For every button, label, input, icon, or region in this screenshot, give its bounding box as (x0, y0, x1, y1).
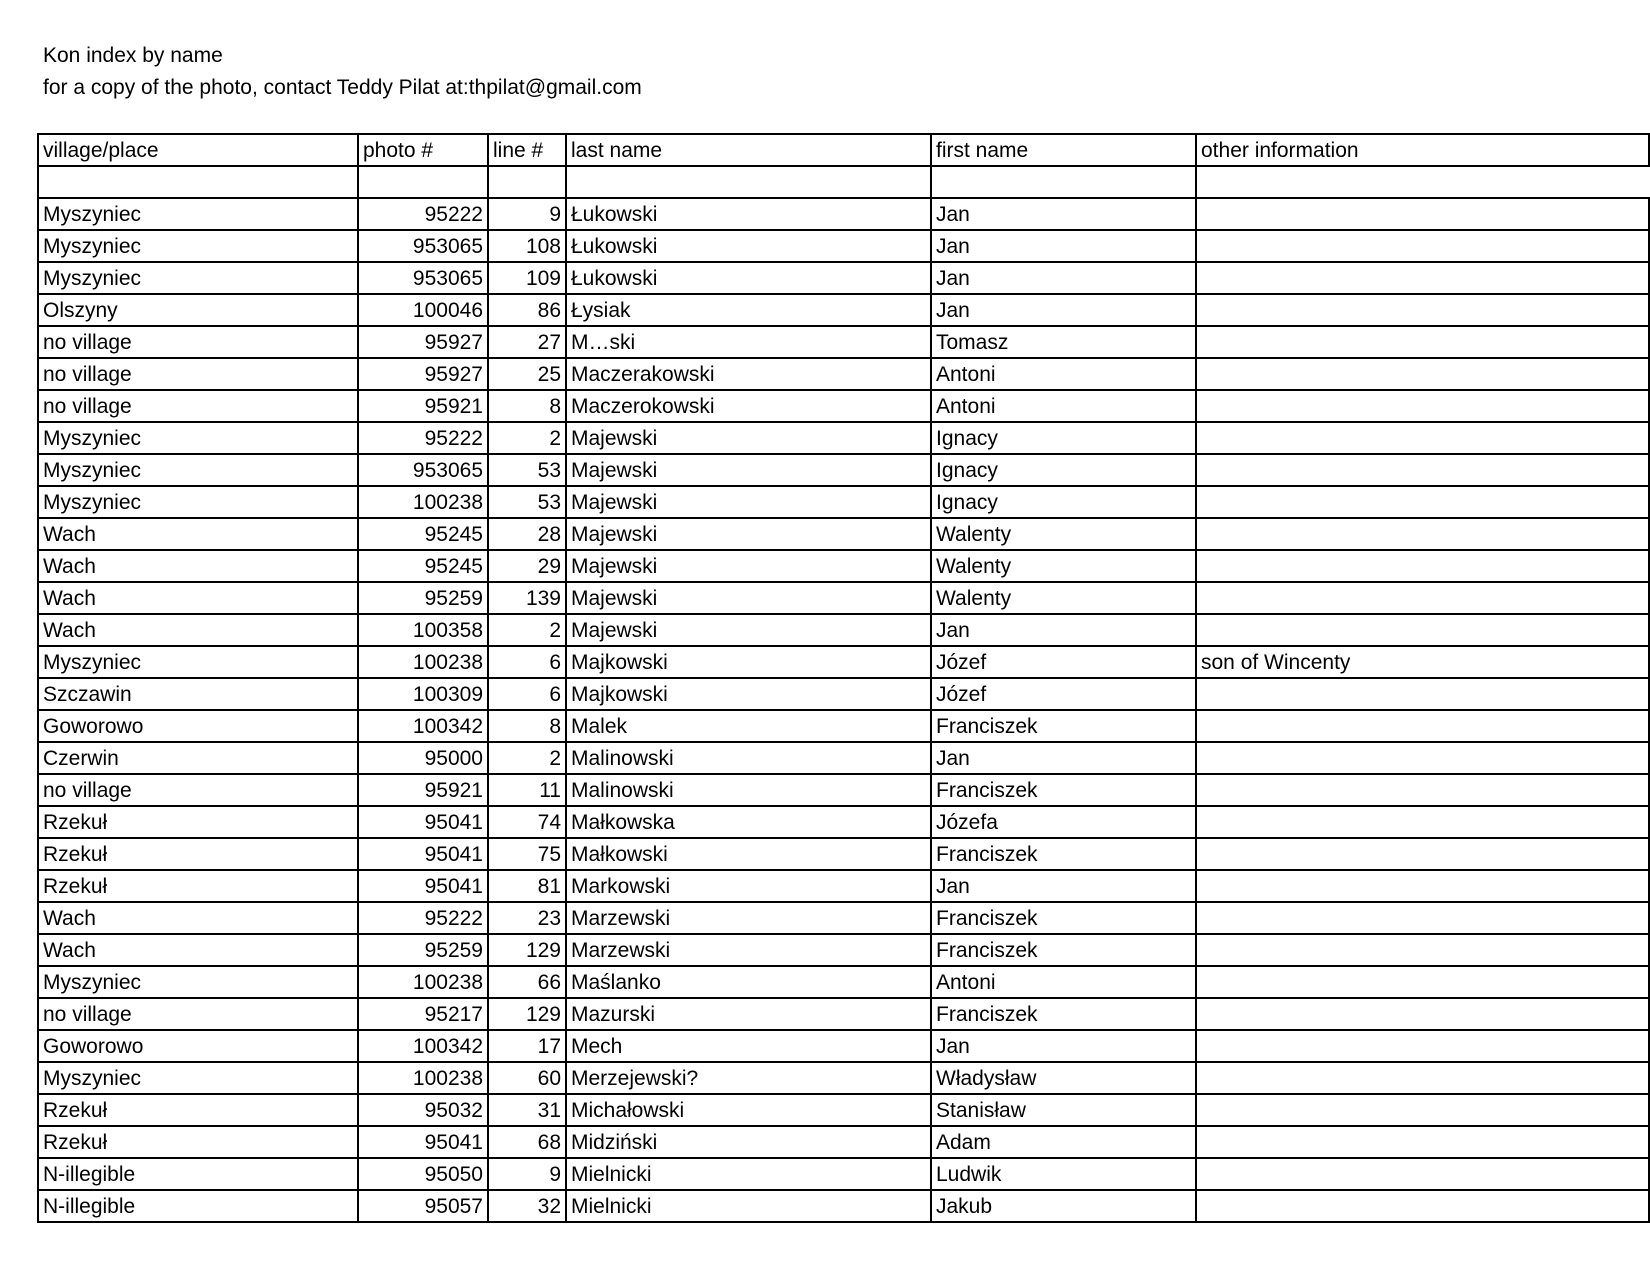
last-name-cell: Markowski (566, 870, 931, 902)
other-information-cell (1196, 870, 1649, 902)
last-name-cell: Malinowski (566, 774, 931, 806)
other-information-cell (1196, 1158, 1649, 1190)
village-cell: Rzekuł (38, 806, 358, 838)
photo-number-cell: 100238 (358, 966, 488, 998)
last-name-cell: Małkowska (566, 806, 931, 838)
village-cell: Myszyniec (38, 966, 358, 998)
line-number-cell: 25 (488, 358, 566, 390)
table-row (38, 934, 1649, 966)
table-row (38, 710, 1649, 742)
last-name-cell: Marzewski (566, 902, 931, 934)
other-information-cell (1196, 934, 1649, 966)
line-number-cell: 109 (488, 262, 566, 294)
line-number-cell: 9 (488, 198, 566, 230)
village-cell: no village (38, 326, 358, 358)
first-name-cell: Jan (931, 614, 1196, 646)
other-information-cell (1196, 358, 1649, 390)
first-name-cell: Jan (931, 870, 1196, 902)
line-number-cell: 6 (488, 646, 566, 678)
line-number-cell: 139 (488, 582, 566, 614)
blank-cell (566, 166, 931, 198)
table-row (38, 1126, 1649, 1158)
photo-number-cell: 100238 (358, 1062, 488, 1094)
table-row (38, 422, 1649, 454)
photo-number-cell: 95245 (358, 518, 488, 550)
last-name-cell: Mazurski (566, 998, 931, 1030)
last-name-cell: Mech (566, 1030, 931, 1062)
line-number-cell: 53 (488, 454, 566, 486)
village-cell: no village (38, 358, 358, 390)
photo-number-cell: 95032 (358, 1094, 488, 1126)
table-row (38, 838, 1649, 870)
other-information-cell (1196, 774, 1649, 806)
last-name-cell: Majewski (566, 422, 931, 454)
table-row (38, 646, 1649, 678)
line-number-cell: 74 (488, 806, 566, 838)
line-number-cell: 75 (488, 838, 566, 870)
table-row (38, 230, 1649, 262)
first-name-cell: Ignacy (931, 422, 1196, 454)
table-row (38, 1158, 1649, 1190)
photo-number-cell: 100342 (358, 710, 488, 742)
village-cell: Myszyniec (38, 454, 358, 486)
photo-number-cell: 100238 (358, 646, 488, 678)
table-row (38, 358, 1649, 390)
last-name-cell: Malek (566, 710, 931, 742)
other-information-cell (1196, 294, 1649, 326)
photo-number-cell: 95217 (358, 998, 488, 1030)
column-header-village: village/place (38, 134, 358, 166)
table-row (38, 678, 1649, 710)
photo-number-cell: 95927 (358, 326, 488, 358)
first-name-cell: Tomasz (931, 326, 1196, 358)
other-information-cell (1196, 678, 1649, 710)
last-name-cell: Maślanko (566, 966, 931, 998)
line-number-cell: 8 (488, 710, 566, 742)
table-row (38, 614, 1649, 646)
photo-number-cell: 95259 (358, 934, 488, 966)
last-name-cell: Midziński (566, 1126, 931, 1158)
photo-number-cell: 95057 (358, 1190, 488, 1222)
photo-number-cell: 100046 (358, 294, 488, 326)
table-row (38, 262, 1649, 294)
header-row (38, 134, 1649, 166)
document-header (43, 40, 642, 104)
photo-number-cell: 95245 (358, 550, 488, 582)
other-information-cell (1196, 486, 1649, 518)
photo-number-cell: 953065 (358, 230, 488, 262)
photo-number-cell: 953065 (358, 262, 488, 294)
photo-number-cell: 100342 (358, 1030, 488, 1062)
village-cell: Myszyniec (38, 646, 358, 678)
first-name-cell: Walenty (931, 550, 1196, 582)
photo-number-cell: 95921 (358, 774, 488, 806)
other-information-cell (1196, 262, 1649, 294)
village-cell: no village (38, 390, 358, 422)
last-name-cell: Marzewski (566, 934, 931, 966)
first-name-cell: Jan (931, 742, 1196, 774)
last-name-cell: Maczerakowski (566, 358, 931, 390)
name-index-table (37, 133, 1650, 1223)
last-name-cell: Majewski (566, 454, 931, 486)
last-name-cell: Majewski (566, 518, 931, 550)
village-cell: N-illegible (38, 1158, 358, 1190)
last-name-cell: Mielnicki (566, 1158, 931, 1190)
village-cell: Goworowo (38, 1030, 358, 1062)
line-number-cell: 29 (488, 550, 566, 582)
village-cell: Olszyny (38, 294, 358, 326)
last-name-cell: Majkowski (566, 678, 931, 710)
last-name-cell: Majewski (566, 582, 931, 614)
other-information-cell (1196, 198, 1649, 230)
document-title: Kon index by name (43, 44, 223, 67)
photo-number-cell: 95259 (358, 582, 488, 614)
table-row (38, 806, 1649, 838)
other-information-cell (1196, 1126, 1649, 1158)
last-name-cell: Małkowski (566, 838, 931, 870)
photo-number-cell: 95000 (358, 742, 488, 774)
village-cell: Myszyniec (38, 198, 358, 230)
photo-number-cell: 100238 (358, 486, 488, 518)
column-header-photo: photo # (358, 134, 488, 166)
last-name-cell: Michałowski (566, 1094, 931, 1126)
table-row (38, 966, 1649, 998)
village-cell: Myszyniec (38, 1062, 358, 1094)
table-row (38, 294, 1649, 326)
last-name-cell: Łysiak (566, 294, 931, 326)
line-number-cell: 8 (488, 390, 566, 422)
table-row (38, 998, 1649, 1030)
first-name-cell: Jan (931, 262, 1196, 294)
line-number-cell: 23 (488, 902, 566, 934)
first-name-cell: Ignacy (931, 486, 1196, 518)
column-header-last-name: last name (566, 134, 931, 166)
other-information-cell (1196, 326, 1649, 358)
first-name-cell: Józef (931, 678, 1196, 710)
blank-cell (931, 166, 1196, 198)
first-name-cell: Franciszek (931, 710, 1196, 742)
table-row (38, 902, 1649, 934)
village-cell: Wach (38, 518, 358, 550)
first-name-cell: Jan (931, 198, 1196, 230)
line-number-cell: 2 (488, 422, 566, 454)
other-information-cell: son of Wincenty (1196, 646, 1649, 678)
first-name-cell: Walenty (931, 582, 1196, 614)
blank-cell (38, 166, 358, 198)
first-name-cell: Franciszek (931, 774, 1196, 806)
column-header-line: line # (488, 134, 566, 166)
line-number-cell: 31 (488, 1094, 566, 1126)
last-name-cell: Malinowski (566, 742, 931, 774)
last-name-cell: Łukowski (566, 262, 931, 294)
village-cell: Wach (38, 614, 358, 646)
table-row (38, 870, 1649, 902)
line-number-cell: 2 (488, 614, 566, 646)
last-name-cell: Merzejewski? (566, 1062, 931, 1094)
other-information-cell (1196, 582, 1649, 614)
first-name-cell: Ludwik (931, 1158, 1196, 1190)
photo-number-cell: 95041 (358, 870, 488, 902)
last-name-cell: Mielnicki (566, 1190, 931, 1222)
village-cell: Wach (38, 582, 358, 614)
last-name-cell: M…ski (566, 326, 931, 358)
village-cell: Myszyniec (38, 422, 358, 454)
line-number-cell: 28 (488, 518, 566, 550)
table-row (38, 1062, 1649, 1094)
village-cell: Wach (38, 902, 358, 934)
other-information-cell (1196, 710, 1649, 742)
village-cell: Rzekuł (38, 1126, 358, 1158)
photo-number-cell: 95222 (358, 198, 488, 230)
photo-number-cell: 95222 (358, 422, 488, 454)
line-number-cell: 86 (488, 294, 566, 326)
village-cell: N-illegible (38, 1190, 358, 1222)
last-name-cell: Łukowski (566, 230, 931, 262)
village-cell: Czerwin (38, 742, 358, 774)
other-information-cell (1196, 422, 1649, 454)
photo-number-cell: 95041 (358, 838, 488, 870)
first-name-cell: Franciszek (931, 838, 1196, 870)
line-number-cell: 17 (488, 1030, 566, 1062)
other-information-cell (1196, 1062, 1649, 1094)
last-name-cell: Majkowski (566, 646, 931, 678)
village-cell: Myszyniec (38, 230, 358, 262)
line-number-cell: 81 (488, 870, 566, 902)
last-name-cell: Majewski (566, 486, 931, 518)
other-information-cell (1196, 390, 1649, 422)
other-information-cell (1196, 550, 1649, 582)
first-name-cell: Jan (931, 1030, 1196, 1062)
line-number-cell: 66 (488, 966, 566, 998)
other-information-cell (1196, 1190, 1649, 1222)
village-cell: Wach (38, 550, 358, 582)
other-information-cell (1196, 998, 1649, 1030)
village-cell: Goworowo (38, 710, 358, 742)
village-cell: Myszyniec (38, 262, 358, 294)
blank-cell (1196, 166, 1649, 198)
table-row (38, 1190, 1649, 1222)
first-name-cell: Antoni (931, 390, 1196, 422)
first-name-cell: Adam (931, 1126, 1196, 1158)
last-name-cell: Maczerokowski (566, 390, 931, 422)
other-information-cell (1196, 518, 1649, 550)
first-name-cell: Antoni (931, 966, 1196, 998)
table-row (38, 1030, 1649, 1062)
first-name-cell: Józefa (931, 806, 1196, 838)
last-name-cell: Łukowski (566, 198, 931, 230)
table-row (38, 454, 1649, 486)
photo-number-cell: 95927 (358, 358, 488, 390)
first-name-cell: Franciszek (931, 934, 1196, 966)
line-number-cell: 60 (488, 1062, 566, 1094)
table-row (38, 774, 1649, 806)
other-information-cell (1196, 742, 1649, 774)
photo-number-cell: 95041 (358, 1126, 488, 1158)
table-row (38, 550, 1649, 582)
table-row (38, 742, 1649, 774)
line-number-cell: 32 (488, 1190, 566, 1222)
first-name-cell: Franciszek (931, 998, 1196, 1030)
other-information-cell (1196, 806, 1649, 838)
first-name-cell: Antoni (931, 358, 1196, 390)
table-row (38, 486, 1649, 518)
photo-number-cell: 95222 (358, 902, 488, 934)
other-information-cell (1196, 966, 1649, 998)
line-number-cell: 27 (488, 326, 566, 358)
blank-cell (488, 166, 566, 198)
table-row (38, 198, 1649, 230)
photo-number-cell: 95041 (358, 806, 488, 838)
other-information-cell (1196, 454, 1649, 486)
table-row (38, 390, 1649, 422)
line-number-cell: 68 (488, 1126, 566, 1158)
other-information-cell (1196, 838, 1649, 870)
village-cell: Rzekuł (38, 838, 358, 870)
first-name-cell: Ignacy (931, 454, 1196, 486)
line-number-cell: 2 (488, 742, 566, 774)
photo-number-cell: 100309 (358, 678, 488, 710)
village-cell: Wach (38, 934, 358, 966)
photo-number-cell: 100358 (358, 614, 488, 646)
last-name-cell: Majewski (566, 550, 931, 582)
first-name-cell: Walenty (931, 518, 1196, 550)
photo-number-cell: 953065 (358, 454, 488, 486)
line-number-cell: 6 (488, 678, 566, 710)
first-name-cell: Stanisław (931, 1094, 1196, 1126)
first-name-cell: Władysław (931, 1062, 1196, 1094)
table-row (38, 582, 1649, 614)
first-name-cell: Jan (931, 294, 1196, 326)
column-header-first-name: first name (931, 134, 1196, 166)
village-cell: Szczawin (38, 678, 358, 710)
other-information-cell (1196, 902, 1649, 934)
first-name-cell: Józef (931, 646, 1196, 678)
blank-cell (358, 166, 488, 198)
photo-number-cell: 95050 (358, 1158, 488, 1190)
blank-row (38, 166, 1649, 198)
photo-number-cell: 95921 (358, 390, 488, 422)
line-number-cell: 53 (488, 486, 566, 518)
table-row (38, 326, 1649, 358)
first-name-cell: Jan (931, 230, 1196, 262)
line-number-cell: 129 (488, 998, 566, 1030)
line-number-cell: 11 (488, 774, 566, 806)
line-number-cell: 129 (488, 934, 566, 966)
other-information-cell (1196, 1094, 1649, 1126)
table-row (38, 518, 1649, 550)
other-information-cell (1196, 230, 1649, 262)
other-information-cell (1196, 1030, 1649, 1062)
contact-note: for a copy of the photo, contact Teddy Pilat at:thpilat@gmail.com (43, 76, 642, 99)
column-header-other-information: other information (1196, 134, 1649, 166)
other-information-cell (1196, 614, 1649, 646)
village-cell: Rzekuł (38, 870, 358, 902)
line-number-cell: 108 (488, 230, 566, 262)
village-cell: no village (38, 774, 358, 806)
first-name-cell: Franciszek (931, 902, 1196, 934)
village-cell: no village (38, 998, 358, 1030)
first-name-cell: Jakub (931, 1190, 1196, 1222)
table-row (38, 1094, 1649, 1126)
line-number-cell: 9 (488, 1158, 566, 1190)
last-name-cell: Majewski (566, 614, 931, 646)
village-cell: Myszyniec (38, 486, 358, 518)
village-cell: Rzekuł (38, 1094, 358, 1126)
